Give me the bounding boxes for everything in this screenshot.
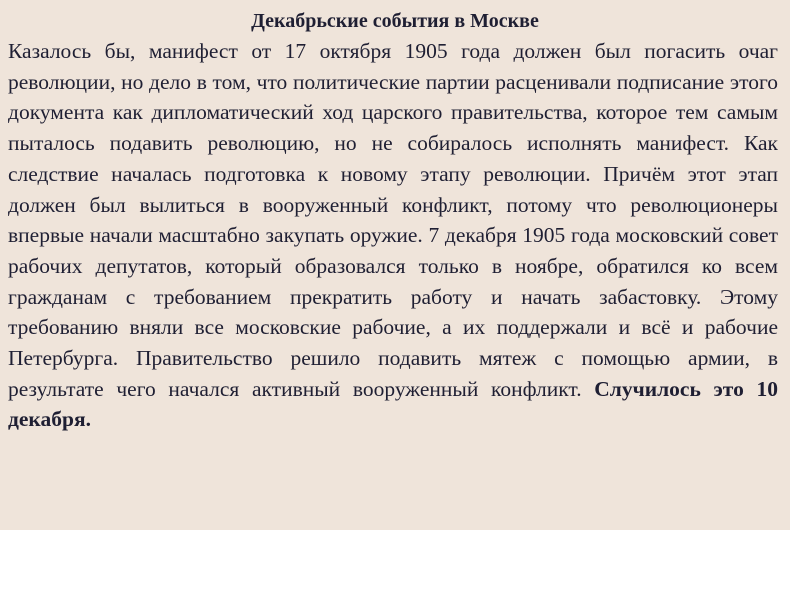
highlighted-sentence: Случилось это 10 декабря.	[8, 376, 778, 432]
body-paragraph: Казалось бы, манифест от 17 октября 1905 года должен был погасить очаг революции, но дело в том, что политические партии расценивали подписание этого документа как дипломатический ход царского правительства, которое тем самым пыталось подавить революцию, но не собиралось исполнять манифест. Как следствие началась подготовка к новому этапу революции. Причём этот этап должен был вылиться в вооруженный конфликт, потому что революционеры впервые начали масштабно закупать оружие. 7 декабря 1905 года московский совет рабочих депутатов, который образовался только в ноябре, обратился ко всем гражданам с требованием прекратить работу и начать забастовку. Этому требованию вняли все московские рабочие, а их поддержали и всё и рабочие Петербурга. Правительство решило подавить мятеж с помощью армии, в результате чего начался активный вооруженный конфликт.	[8, 39, 778, 401]
slide-body-text	[8, 36, 778, 435]
slide-title: Декабрьские события в Москве	[251, 10, 539, 32]
